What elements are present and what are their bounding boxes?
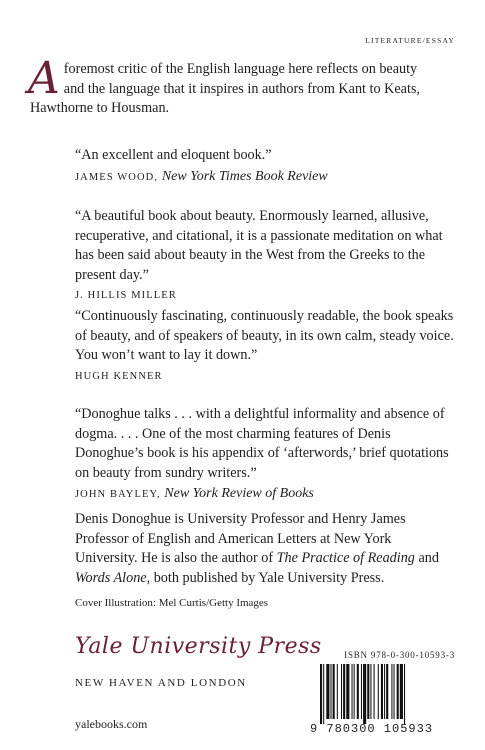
quote-attribution xyxy=(75,170,455,185)
isbn-label: ISBN 978-0-300-10593-3 xyxy=(344,650,455,660)
publisher-location: NEW HAVEN AND LONDON xyxy=(75,677,247,689)
quote-attribution xyxy=(75,289,455,303)
barcode xyxy=(310,664,458,736)
quote-block xyxy=(75,405,455,502)
quote-text: “Donoghue talks . . . with a delightful informality and absence of dogma. . . . One of the most charming features of Denis Donoghue’s book is his appendix of ‘afterwords,’ brief quotations on beauty from sundry writers.” xyxy=(75,406,449,481)
bio-text: Denis Donoghue is University Professor and Henry James Professor of English and American Letters at New York University. He is also the author of xyxy=(75,511,406,566)
quote-text: “An excellent and eloquent book.” xyxy=(75,147,272,163)
intro-paragraph xyxy=(28,53,430,119)
quote-text: “A beautiful book about beauty. Enormously learned, allusive, recuperative, and citational, it is a passionate meditation on what has been said about beauty in the West from the Greeks to the present day.” xyxy=(75,208,443,283)
quote-author: JAMES WOOD, xyxy=(75,171,159,183)
publisher-website: yalebooks.com xyxy=(75,717,148,731)
quote-publication: New York Times Book Review xyxy=(161,168,328,184)
quote-author: HUGH KENNER xyxy=(75,370,163,382)
author-bio xyxy=(75,510,455,588)
quote-attribution xyxy=(75,370,455,384)
drop-cap: A xyxy=(28,53,60,104)
quote-text: “Continuously fascinating, continuously readable, the book speaks of beauty, and of speakers of beauty, in its own calm, steady voice. You won’t want to lay it down.” xyxy=(75,308,454,363)
quote-block xyxy=(75,307,455,384)
quote-author: JOHN BAYLEY, xyxy=(75,489,161,500)
quote-block xyxy=(75,207,455,303)
publisher-logo: Yale University Press xyxy=(75,634,322,659)
cover-credit: Cover Illustration: Mel Curtis/Getty Images xyxy=(75,597,269,609)
quote-author: J. HILLIS MILLER xyxy=(75,290,177,301)
bio-text: , both published by Yale University Press. xyxy=(146,569,385,586)
category-label: LITERATURE/ESSAY xyxy=(365,36,455,45)
quote-block xyxy=(75,146,455,185)
quote-attribution xyxy=(75,487,455,502)
bio-text: and xyxy=(414,550,439,566)
book-title: The Practice of Reading xyxy=(276,550,415,566)
barcode-bars xyxy=(310,664,458,724)
quote-publication: New York Review of Books xyxy=(164,486,314,501)
book-title: Words Alone xyxy=(75,569,147,586)
intro-text: foremost critic of the English language here reflects on beauty and the language that it inspires in authors from Kant to Keats, Hawthorne to Housman. xyxy=(30,61,420,116)
barcode-digits: 9 780300 105933 xyxy=(310,722,434,736)
